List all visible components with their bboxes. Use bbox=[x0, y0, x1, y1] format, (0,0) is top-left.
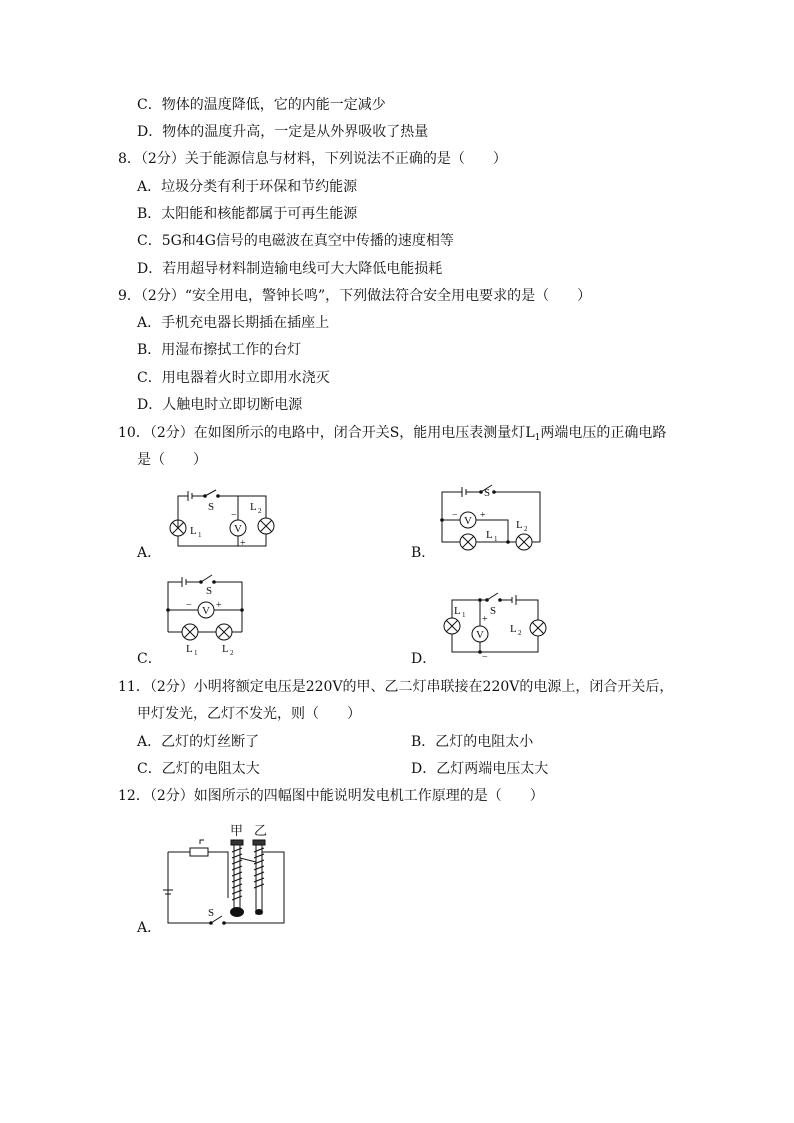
option-text: 垃圾分类有利于环保和节约能源 bbox=[161, 179, 358, 195]
q11-stem-line2: 甲灯发光，乙灯不发光，则（ ） bbox=[137, 706, 361, 722]
q10-stem-lamp: L bbox=[525, 425, 535, 441]
option-text: 5G和4G信号的电磁波在真空中传播的速度相等 bbox=[161, 233, 454, 249]
voltmeter-label: V bbox=[202, 605, 210, 617]
plus-sign: + bbox=[480, 510, 486, 521]
q10-option-a-label: A． bbox=[137, 545, 162, 561]
q10-stem-part2: 两端电压的正确电路 bbox=[540, 425, 667, 441]
switch-label: S bbox=[208, 907, 215, 919]
lamp2-sub: 2 bbox=[518, 629, 522, 637]
lamp2-sub: 2 bbox=[258, 507, 262, 515]
option-letter: D． bbox=[137, 397, 163, 413]
lamp1-label: L bbox=[186, 643, 193, 655]
option-letter: A． bbox=[137, 734, 162, 750]
q9-option-b bbox=[137, 341, 301, 359]
electromagnet-figure-a bbox=[160, 818, 286, 928]
q12-stem: 12．（2分）如图所示的四幅图中能说明发电机工作原理的是（ ） bbox=[118, 788, 544, 804]
option-text: 人触电时立即切断电源 bbox=[162, 397, 303, 413]
option-letter: B． bbox=[137, 206, 162, 222]
minus-sign: − bbox=[482, 652, 488, 663]
q9-option-c bbox=[137, 369, 330, 387]
q10-stem-part1: 10．（2分）在如图所示的电路中，闭合开关S，能用电压表测量灯 bbox=[118, 425, 526, 441]
option-letter: C． bbox=[137, 370, 162, 386]
coil-yi-label: 乙 bbox=[254, 823, 268, 838]
coil-jia-label: 甲 bbox=[230, 823, 244, 838]
lamp2-label: L bbox=[222, 643, 229, 655]
q11-option-d bbox=[411, 760, 548, 778]
q10-option-c-label: C． bbox=[137, 651, 162, 667]
option-text: 用电器着火时立即用水浇灭 bbox=[161, 370, 330, 386]
option-text: 若用超导材料制造输电线可大大降低电能损耗 bbox=[162, 261, 443, 277]
lamp1-sub: 1 bbox=[194, 649, 198, 657]
lamp2-sub: 2 bbox=[524, 525, 528, 533]
lamp1-sub: 1 bbox=[494, 535, 498, 543]
q10-option-d-label: D． bbox=[411, 651, 437, 667]
lamp2-label: L bbox=[516, 519, 523, 531]
plus-sign: + bbox=[216, 600, 222, 611]
lamp2-sub: 2 bbox=[230, 649, 234, 657]
q10-option-b-label: B． bbox=[411, 545, 436, 561]
q11-option-c bbox=[137, 760, 260, 778]
q7-option-d bbox=[137, 123, 428, 141]
lamp1-sub: 1 bbox=[198, 531, 202, 539]
q11-stem-line1: 11．（2分）小明将额定电压是220V的甲、乙二灯串联接在220V的电源上，闭合开关后， bbox=[118, 679, 674, 695]
option-letter: D． bbox=[137, 124, 163, 140]
switch-label: S bbox=[208, 501, 215, 513]
option-letter: A． bbox=[137, 315, 162, 331]
q7-option-c bbox=[137, 96, 386, 114]
lamp2-label: L bbox=[510, 623, 517, 635]
circuit-diagram-a bbox=[160, 488, 280, 554]
voltmeter-label: V bbox=[464, 515, 472, 527]
lamp1-label: L bbox=[190, 525, 197, 537]
circuit-diagram-b bbox=[434, 480, 550, 555]
circuit-diagram-c bbox=[160, 570, 250, 657]
switch-label: S bbox=[206, 585, 213, 597]
option-text: 乙灯的电阻太小 bbox=[435, 734, 534, 750]
option-text: 太阳能和核能都属于可再生能源 bbox=[161, 206, 358, 222]
switch-label: S bbox=[484, 487, 491, 499]
lamp1-label: L bbox=[454, 605, 461, 617]
option-text: 乙灯两端电压太大 bbox=[436, 761, 549, 777]
minus-sign: − bbox=[186, 600, 192, 611]
minus-sign: − bbox=[452, 510, 458, 521]
q12-option-a-label: A． bbox=[137, 920, 162, 936]
option-text: 乙灯的灯丝断了 bbox=[161, 734, 260, 750]
q9-option-d bbox=[137, 396, 302, 414]
option-letter: C． bbox=[137, 761, 162, 777]
q8-option-c bbox=[137, 232, 454, 250]
plus-sign: + bbox=[240, 538, 246, 549]
option-letter: C． bbox=[137, 97, 162, 113]
option-text: 手机充电器长期插在插座上 bbox=[161, 315, 330, 331]
voltmeter-label: V bbox=[476, 629, 484, 641]
q9-stem: 9．（2分）“安全用电，警钟长鸣”，下列做法符合安全用电要求的是（ ） bbox=[118, 288, 592, 304]
switch-label: S bbox=[490, 605, 497, 617]
option-letter: D． bbox=[411, 761, 437, 777]
minus-sign: − bbox=[231, 510, 237, 521]
option-letter: A． bbox=[137, 179, 162, 195]
voltmeter-label: V bbox=[234, 523, 242, 535]
q11-option-a bbox=[137, 733, 259, 751]
option-letter: C． bbox=[137, 233, 162, 249]
lamp2-label: L bbox=[250, 501, 257, 513]
option-text: 物体的温度升高，一定是从外界吸收了热量 bbox=[162, 124, 429, 140]
option-text: 乙灯的电阻太大 bbox=[161, 761, 260, 777]
q10-stem-lamp-sub: 1 bbox=[534, 433, 541, 443]
option-letter: D． bbox=[137, 261, 163, 277]
q11-option-b bbox=[411, 733, 533, 751]
lamp1-sub: 1 bbox=[462, 611, 466, 619]
q8-stem: 8．（2分）关于能源信息与材料，下列说法不正确的是（ ） bbox=[118, 151, 507, 167]
plus-sign: + bbox=[482, 614, 488, 625]
q8-option-d bbox=[137, 260, 442, 278]
q10-stem bbox=[118, 424, 666, 447]
option-text: 用湿布擦拭工作的台灯 bbox=[161, 342, 302, 358]
q8-option-a bbox=[137, 178, 357, 196]
circuit-diagram-d bbox=[436, 588, 548, 662]
q9-option-a bbox=[137, 314, 329, 332]
option-letter: B． bbox=[137, 342, 162, 358]
lamp1-label: L bbox=[486, 529, 493, 541]
option-letter: B． bbox=[411, 734, 436, 750]
q8-option-b bbox=[137, 205, 357, 223]
option-text: 物体的温度降低，它的内能一定减少 bbox=[161, 97, 386, 113]
q10-stem-line2: 是（ ） bbox=[137, 452, 207, 468]
